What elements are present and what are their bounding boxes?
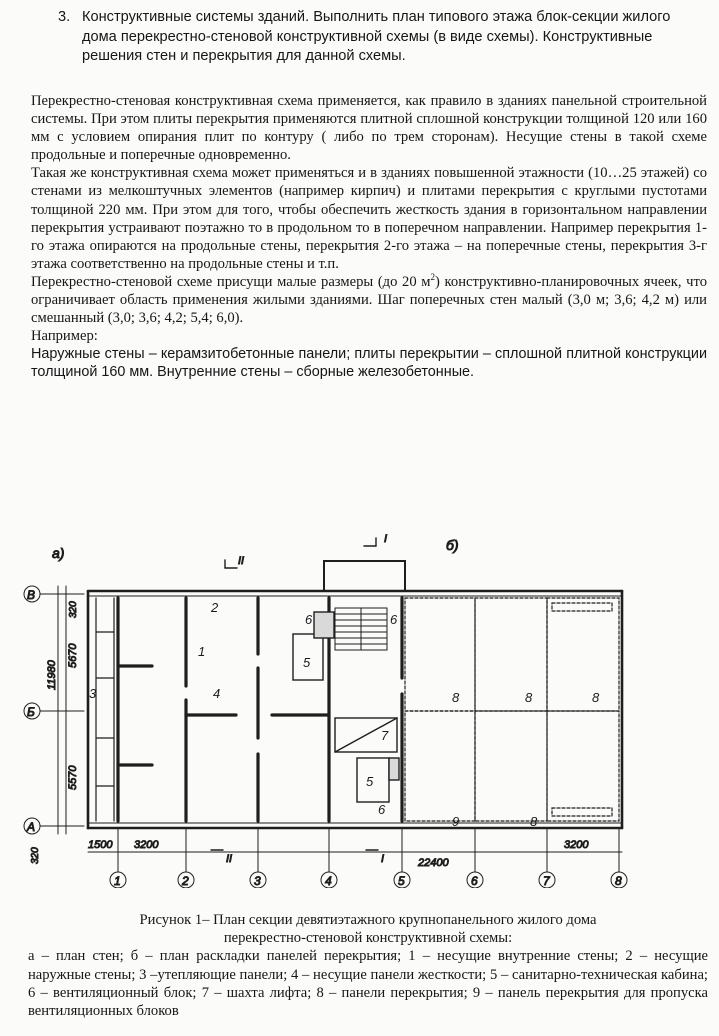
task-number: 3. bbox=[58, 9, 71, 25]
callout-9: 9 bbox=[452, 814, 460, 829]
dim-step-b: 3200 bbox=[564, 839, 589, 851]
section-mark-i-top: I bbox=[384, 533, 388, 545]
col-axis-6: 6 bbox=[471, 874, 478, 888]
callout-8d: 8 bbox=[530, 814, 538, 829]
task-heading bbox=[58, 8, 698, 67]
col-axis-7: 7 bbox=[543, 874, 550, 888]
section-mark-i-bottom: I bbox=[381, 853, 385, 865]
dim-bottom-bay: 5570 bbox=[67, 765, 79, 790]
col-axis-1: 1 bbox=[114, 874, 121, 888]
dim-top-bay: 5670 bbox=[67, 643, 79, 668]
floor-slab-layout bbox=[405, 598, 619, 821]
dim-left-end: 1500 bbox=[88, 839, 113, 851]
stair-bump bbox=[324, 561, 405, 591]
row-axis-b: Б bbox=[27, 705, 35, 719]
dim-top-strip: 320 bbox=[68, 601, 79, 618]
floor-plan-figure bbox=[22, 528, 712, 893]
insulating-panels bbox=[96, 598, 114, 821]
section-mark-ii-top: II bbox=[238, 555, 245, 567]
col-axis-3: 3 bbox=[254, 874, 261, 888]
figure-caption bbox=[28, 911, 708, 1020]
panel-a-label: а) bbox=[52, 545, 65, 561]
callout-6a: 6 bbox=[305, 612, 313, 627]
interior-walls bbox=[118, 598, 402, 821]
callout-6b: 6 bbox=[390, 612, 398, 627]
caption-legend: а – план стен; б – план раскладки панелей перекрытия; 1 – несущие внутренние стены; 2 – несущие наружные стены; 3 –утепляющие панели; 4 – несущие панели жесткости; 5 – санитарно-техническая кабина; 6 – вентиляционный блок; 7 – шахта лифта; 8 – панели перекрытия; 9 – панель перекрытия для пропуска вентиляционных блоков bbox=[28, 948, 708, 1020]
caption-title-line-1: Рисунок 1– План секции девятиэтажного крупнопанельного жилого дома bbox=[139, 912, 597, 928]
paragraph-3 bbox=[31, 273, 707, 327]
callout-5b: 5 bbox=[366, 774, 374, 789]
stair-flights bbox=[335, 608, 387, 650]
superscript-2: 2 bbox=[430, 272, 436, 283]
paragraph-2: Такая же конструктивная схема может применяться и в зданиях повышенной этажности (10…25 этажей) со стенами из мелкоштучных элементов (например кирпич) и плитами перекрытия с круглыми пустотами толщиной 220 мм. При этом для того, чтобы обеспечить жесткость здания в горизонтальном направлении перекрытия устраивают поэтажно то в продольном то в поперечном направлении. Например перекрытия 1-го этажа опираются на продольные стены, перекрытия 2-го этажа – на поперечные стены, перекрытия 3-г этажа соответственно на продольные стены и т.п. bbox=[31, 165, 707, 272]
section-mark-ii-bottom: II bbox=[226, 853, 233, 865]
dim-bottom-strip: 320 bbox=[30, 847, 41, 864]
caption-title-line-2: перекрестно-стеновой конструктивной схемы: bbox=[223, 930, 513, 947]
body-text bbox=[31, 92, 707, 382]
panel-b-label: б) bbox=[446, 537, 459, 553]
paragraph-4: Например: bbox=[31, 328, 98, 345]
callout-8b: 8 bbox=[525, 690, 533, 705]
callout-1: 1 bbox=[198, 644, 206, 659]
dim-total-height: 11980 bbox=[46, 660, 58, 690]
task-text: Конструктивные системы зданий. Выполнить план типового этажа блок-секции жилого дома перекрестно-стеновой конструктивной схемы (в виде схемы). Конструктивные решения стен и перекрытия для данной схемы. bbox=[82, 9, 671, 64]
paragraph-3-start: Перекрестно-стеновой схеме присущи малые размеры (до 20 м bbox=[31, 273, 431, 290]
paragraph-3-end: ) конструктивно-планировочных ячеек, что ограничивает область применения жилыми зданиями. Шаг поперечных стен малый (3,0 м; 3,6; 4,2 м) или смешанный (3,0; 3,6; 4,2; 5,4; 6,0). bbox=[31, 273, 707, 327]
callout-5a: 5 bbox=[303, 655, 311, 670]
callout-3: 3 bbox=[89, 686, 97, 701]
floor-plan-drawing bbox=[22, 528, 712, 888]
callout-2: 2 bbox=[211, 600, 219, 615]
col-axis-5: 5 bbox=[398, 874, 405, 888]
col-axis-4: 4 bbox=[325, 874, 332, 888]
col-axis-8: 8 bbox=[615, 874, 622, 888]
section-marks bbox=[211, 538, 378, 850]
paragraph-1: Перекрестно-стеновая конструктивная схема применяется, как правило в зданиях панельной строительной системы. При этом плиты перекрытия применяются плитной сплошной конструкции толщиной 120 или 160 мм с условием опирания плит по контуру ( либо по трем сторонам). Несущие стены в такой схеме продольные и поперечные одновременно. bbox=[31, 93, 707, 164]
callout-8a: 8 bbox=[452, 690, 460, 705]
row-axis-v: В bbox=[27, 588, 36, 602]
col-axis-2: 2 bbox=[182, 874, 189, 888]
dim-total-length: 22400 bbox=[418, 857, 449, 869]
callout-6c: 6 bbox=[378, 802, 386, 817]
callout-8c: 8 bbox=[592, 690, 600, 705]
callout-4: 4 bbox=[213, 686, 221, 701]
row-axis-a: А bbox=[27, 820, 36, 834]
paragraph-5: Наружные стены – керамзитобетонные панели; плиты перекрытии – сплошной плитной конструкции толщиной 160 мм. Внутренние стены – сборные железобетонные. bbox=[31, 346, 707, 381]
sanitary-cabins bbox=[293, 612, 399, 802]
dim-step-a: 3200 bbox=[134, 839, 159, 851]
callout-7: 7 bbox=[381, 728, 389, 743]
exterior-walls bbox=[88, 591, 622, 828]
